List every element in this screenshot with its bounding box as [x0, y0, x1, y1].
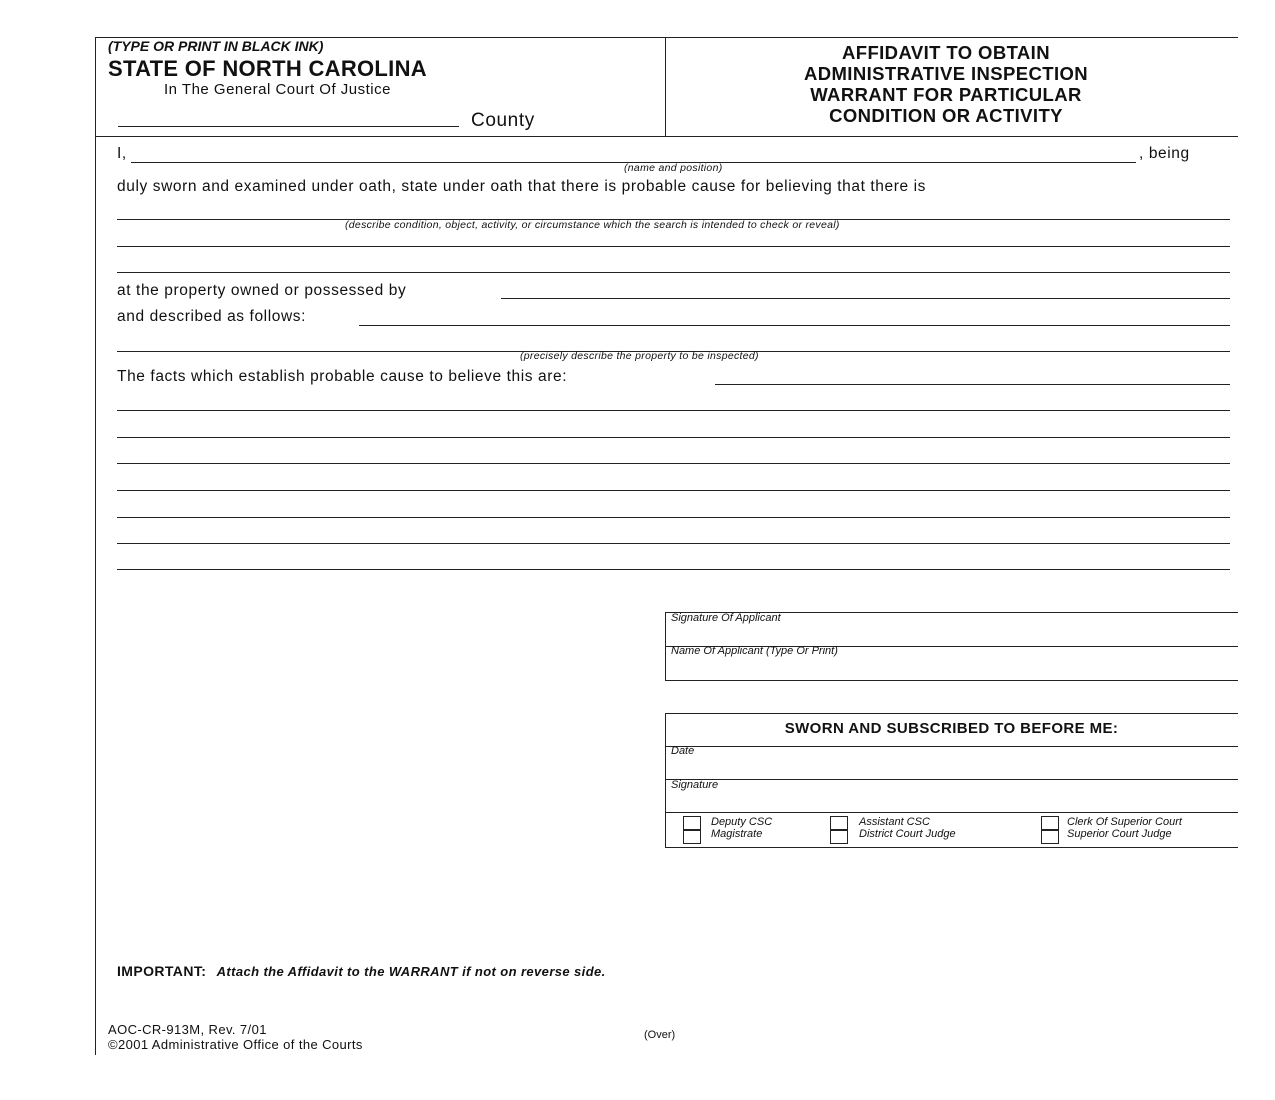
- magistrate-checkbox[interactable]: [683, 830, 701, 844]
- facts-line-4[interactable]: [117, 463, 1230, 464]
- name-position-caption: (name and position): [624, 162, 723, 174]
- condition-line-3[interactable]: [117, 272, 1230, 273]
- facts-line-8[interactable]: [117, 569, 1230, 570]
- form-title-line-4: CONDITION OR ACTIVITY: [829, 105, 1063, 126]
- facts-line-1[interactable]: [715, 384, 1230, 385]
- form-title-line-3: WARRANT FOR PARTICULAR: [810, 84, 1082, 105]
- form-id: AOC-CR-913M, Rev. 7/01: [108, 1022, 267, 1037]
- court-name: In The General Court Of Justice: [164, 81, 391, 98]
- sworn-box-bottom: [665, 847, 1238, 848]
- ink-note: (TYPE OR PRINT IN BLACK INK): [108, 38, 324, 54]
- clerk-superior-court-label: Clerk Of Superior Court: [1067, 816, 1182, 828]
- header-bottom-border: [95, 136, 1238, 137]
- sworn-date-divider: [665, 779, 1238, 780]
- applicant-box-bottom: [665, 680, 1238, 681]
- property-description-line-1[interactable]: [359, 325, 1230, 326]
- facts-line-2[interactable]: [117, 410, 1230, 411]
- facts-label: The facts which establish probable cause to believe this are:: [117, 368, 568, 385]
- applicant-name-label: Name Of Applicant (Type Or Print): [671, 645, 838, 657]
- clerk-superior-court-checkbox[interactable]: [1041, 816, 1059, 830]
- sworn-signature-label: Signature: [671, 779, 719, 791]
- property-owned-label: at the property owned or possessed by: [117, 282, 407, 299]
- sworn-box-top: [665, 713, 1238, 714]
- state-name: STATE OF NORTH CAROLINA: [108, 56, 427, 81]
- copyright: ©2001 Administrative Office of the Courts: [108, 1037, 363, 1052]
- form-title-line-1: AFFIDAVIT TO OBTAIN: [841, 42, 1050, 63]
- important-label: IMPORTANT:: [117, 963, 207, 979]
- applicant-name-field[interactable]: [666, 660, 1238, 680]
- assistant-csc-checkbox[interactable]: [830, 816, 848, 830]
- assistant-csc-label: Assistant CSC: [859, 816, 930, 828]
- important-text: Attach the Affidavit to the WARRANT if not on reverse side.: [216, 964, 606, 979]
- county-field-line[interactable]: [118, 126, 459, 127]
- sworn-heading: SWORN AND SUBSCRIBED TO BEFORE ME:: [784, 720, 1119, 737]
- facts-line-6[interactable]: [117, 517, 1230, 518]
- county-label: County: [471, 110, 535, 131]
- facts-line-7[interactable]: [117, 543, 1230, 544]
- sworn-signature-field[interactable]: [666, 793, 1238, 812]
- deputy-csc-checkbox[interactable]: [683, 816, 701, 830]
- property-caption: (precisely describe the property to be inspected): [520, 350, 759, 362]
- magistrate-label: Magistrate: [711, 828, 763, 840]
- form-title: [666, 42, 1226, 126]
- i-label: I,: [117, 145, 127, 162]
- over-note: (Over): [644, 1029, 676, 1041]
- condition-line-2[interactable]: [117, 246, 1230, 247]
- sworn-heading-divider: [665, 746, 1238, 747]
- district-court-judge-checkbox[interactable]: [830, 830, 848, 844]
- condition-caption: (describe condition, object, activity, or circumstance which the search is intended to check or reveal): [345, 219, 840, 231]
- deputy-csc-label: Deputy CSC: [711, 816, 773, 828]
- applicant-signature-label: Signature Of Applicant: [671, 612, 781, 624]
- sworn-statement: duly sworn and examined under oath, state under oath that there is probable cause for believing that there is: [117, 178, 927, 195]
- facts-line-5[interactable]: [117, 490, 1230, 491]
- left-margin-border: [95, 37, 96, 1055]
- sworn-date-field[interactable]: [666, 759, 1238, 779]
- district-court-judge-label: District Court Judge: [859, 828, 956, 840]
- being-label: , being: [1139, 145, 1190, 162]
- superior-court-judge-checkbox[interactable]: [1041, 830, 1059, 844]
- superior-court-judge-label: Superior Court Judge: [1067, 828, 1172, 840]
- sworn-date-label: Date: [671, 745, 695, 757]
- described-label: and described as follows:: [117, 308, 307, 325]
- facts-line-3[interactable]: [117, 437, 1230, 438]
- property-owner-field[interactable]: [501, 298, 1230, 299]
- applicant-signature-field[interactable]: [666, 626, 1238, 646]
- important-note: [117, 963, 606, 979]
- sworn-signature-divider: [665, 812, 1238, 813]
- form-title-line-2: ADMINISTRATIVE INSPECTION: [803, 63, 1089, 84]
